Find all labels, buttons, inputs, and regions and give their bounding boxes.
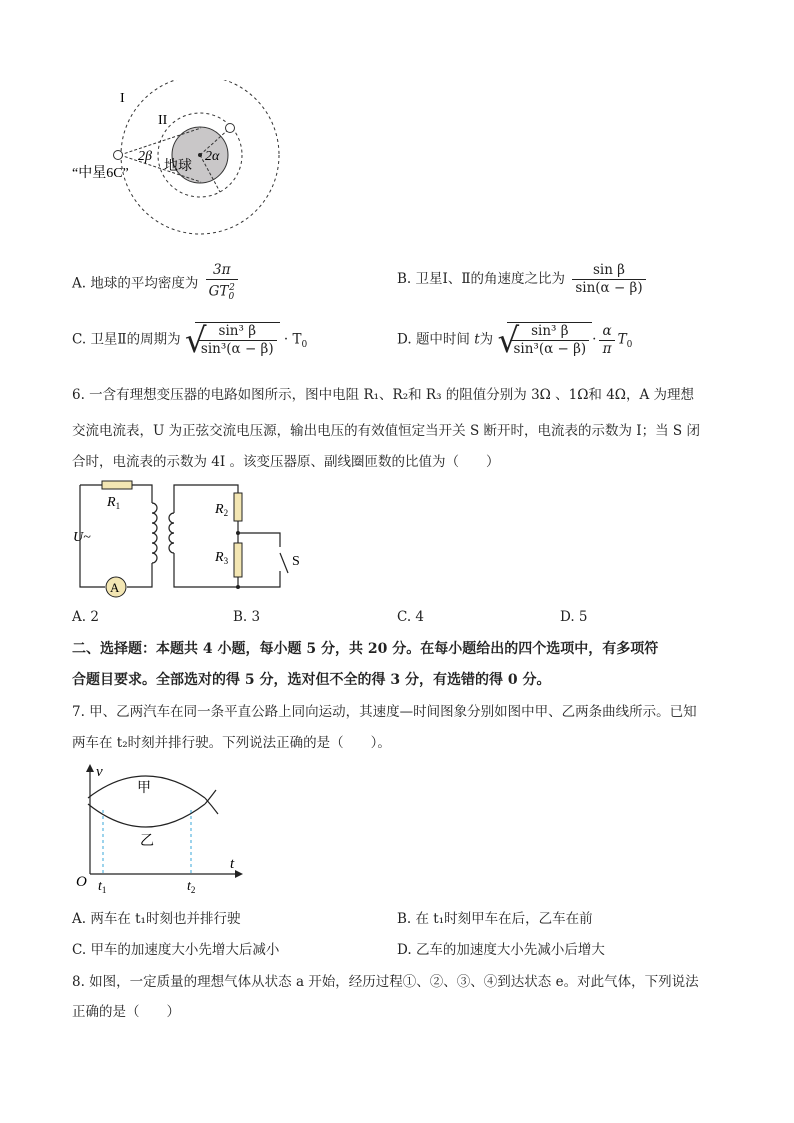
satellite-2 [226, 124, 235, 133]
velocity-time-graph [70, 760, 250, 895]
option-a-label: A. [72, 275, 87, 292]
alpha-over-pi: $\frac{\alpha}{\pi}$ [599, 323, 614, 358]
q7-option-a[interactable] [72, 909, 240, 929]
q5-option-d[interactable]: D. 题中时间 t为 √ $\frac{\text{sin³ β}}{\text{sin³(α − β)}}$ · $\frac{\alpha}{\pi}$ $T_0$ [397, 321, 633, 361]
curve-yi [88, 804, 205, 827]
satellite-name-label: “中星6C” [72, 166, 129, 181]
option-c-text: 卫星Ⅱ的周期为 [90, 331, 181, 348]
q5-option-c[interactable]: C. 卫星Ⅱ的周期为 √ $\frac{\text{sin³ β}}{\text{sin³(α − β)}}$ · $T_0$ [72, 321, 308, 361]
r3-label: $R_3$ [215, 550, 229, 566]
q7-option-d[interactable] [397, 940, 605, 960]
r1-label: $R_1$ [107, 495, 121, 511]
q5-option-b[interactable] [397, 262, 649, 297]
option-d-label: D. [397, 331, 412, 348]
fraction-denominator: sin(α − β) [575, 280, 643, 296]
q7-option-c[interactable] [72, 940, 279, 960]
q6-line-2: 交流电流表，U 为正弦交流电压源，输出电压的有效值恒定当开关 S 断开时，电流表的示数为 I；当 S 闭 [72, 423, 700, 439]
resistor-r1 [102, 481, 132, 489]
q8-line-1: 8. 如图，一定质量的理想气体从状态 a 开始，经历过程①、②、③、④到达状态 e。对此气体，下列说法 [72, 974, 699, 990]
q7-line-1: 7. 甲、乙两汽车在同一条平直公路上同向运动，其速度—时间图象分别如图中甲、乙两条曲线所示。已知 [72, 704, 697, 720]
angle-beta-label: 2β [138, 149, 152, 164]
resistor-r2 [234, 493, 242, 521]
section-2-heading-line-1: 二、选择题：本题共 4 小题，每小题 5 分，共 20 分。在每小题给出的四个选项中，有多项符 [72, 641, 659, 657]
q6-line-1: 6. 一含有理想变压器的电路如图所示，图中电阻 R₁、R₂和 R₃ 的阻值分别为 3Ω 、1Ω和 4Ω，A 为理想 [72, 387, 695, 403]
t2-label: $t_2$ [187, 879, 196, 895]
t1-label: $t_1$ [98, 879, 107, 895]
option-a-label: A. [72, 911, 87, 927]
transformer-circuit [70, 475, 310, 600]
q7-line-2: 两车在 t₂时刻并排行驶。下列说法正确的是（ ）。 [72, 735, 391, 751]
satellite-zhongxing [114, 151, 123, 160]
resistor-r3 [234, 543, 242, 577]
t-axis-label: t [230, 856, 235, 872]
option-b-text: 在 t₁时刻甲车在后，乙车在前 [415, 911, 593, 927]
sqrt-denominator: sin³(α − β) [200, 341, 274, 357]
sqrt-denominator: sin³(α − β) [513, 341, 587, 357]
vt-graph [70, 760, 250, 895]
period-tail: · T [283, 331, 302, 348]
option-c-text: 甲车的加速度大小先增大后减小 [90, 942, 280, 958]
q5-option-a[interactable] [72, 262, 241, 306]
curve-yi-label: 乙 [140, 834, 154, 849]
fraction-numerator: 3π [206, 262, 238, 280]
q6-option-b[interactable]: B. 3 [233, 609, 261, 625]
option-c-label: C. [72, 942, 87, 958]
option-b-label: B. [397, 911, 412, 927]
switch-s [280, 553, 288, 573]
section-2-heading-line-2: 合题目要求。全部选对的得 5 分，选对但不全的得 3 分，有选错的得 0 分。 [72, 672, 551, 688]
sqrt-expression: √ $\frac{\text{sin³ β}}{\text{sin³(α − β)}}$ [497, 322, 592, 358]
curve-jia-tail [205, 798, 218, 814]
q6-line-3: 合时，电流表的示数为 4I 。该变压器原、副线圈匝数的比值为（ ） [72, 454, 500, 470]
fraction-numerator: sin β [572, 262, 645, 280]
curve-jia-label: 甲 [137, 781, 151, 796]
sqrt-numerator: sin³ β [198, 323, 277, 341]
origin-label: O [76, 874, 87, 890]
option-b-label: B. [397, 271, 412, 287]
q7-option-b[interactable] [397, 909, 593, 929]
switch-label: S [292, 554, 300, 569]
ammeter-label: A [110, 580, 120, 595]
satellite-figure [60, 80, 300, 245]
q6-option-c[interactable]: C. 4 [397, 609, 425, 625]
satellite-diagram [60, 80, 300, 245]
earth-label: 地球 [164, 159, 192, 174]
option-d-text: 乙车的加速度大小先减小后增大 [415, 942, 605, 958]
sqrt-numerator: sin³ β [510, 323, 589, 341]
fraction-denominator: $GT_0^2$ [208, 283, 235, 303]
q6-option-a[interactable]: A. 2 [72, 609, 99, 625]
curve-yi-tail [205, 790, 216, 804]
option-d-label: D. [397, 942, 412, 958]
v-axis-label: v [96, 764, 103, 780]
option-a-text: 地球的平均密度为 [90, 275, 199, 292]
r2-label: $R_2$ [215, 502, 229, 518]
circuit-diagram [70, 475, 310, 600]
earth-center [198, 153, 202, 157]
option-b-text: 卫星Ⅰ、Ⅱ的角速度之比为 [415, 271, 566, 287]
q8-line-2: 正确的是（ ） [72, 1004, 180, 1020]
option-d-text: 题中时间 [415, 331, 470, 348]
option-a-text: 两车在 t₁时刻也并排行驶 [90, 911, 241, 927]
orbit-1-label: I [120, 91, 125, 106]
variable-t: t [474, 331, 480, 348]
density-fraction [206, 262, 238, 306]
option-c-label: C. [72, 331, 87, 348]
source-label: U~ [73, 530, 91, 545]
sqrt-expression: √ $\frac{\text{sin³ β}}{\text{sin³(α − β)}}$ [185, 322, 280, 358]
angle-alpha-label: 2α [205, 149, 220, 164]
ratio-fraction [572, 262, 645, 297]
q6-option-d[interactable]: D. 5 [560, 609, 588, 625]
orbit-2-label: II [158, 113, 168, 128]
